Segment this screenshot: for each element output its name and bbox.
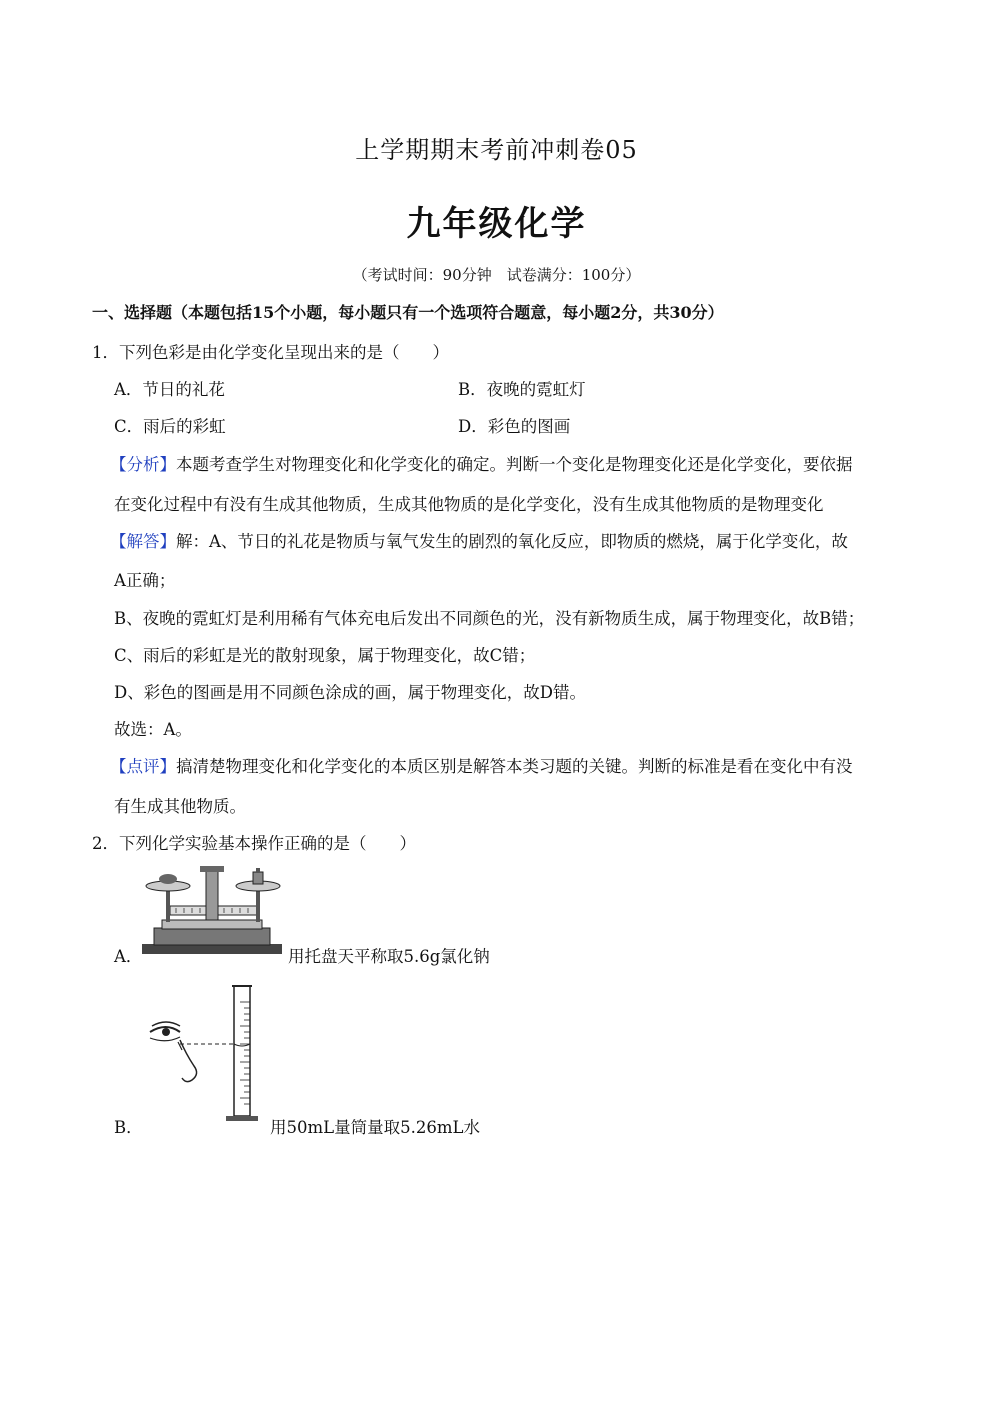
q1-answer-line2: A正确； [114, 571, 176, 590]
q1-analysis-line1: 【分析】本题考查学生对物理变化和化学变化的确定。判断一个变化是物理变化还是化学变化，要依据 [110, 455, 853, 474]
q1-answer-line1: 【解答】解：A、节日的礼花是物质与氧气发生的剧烈的氧化反应，即物质的燃烧，属于化学变化，故 [110, 532, 848, 551]
subject-title: 九年级化学 [406, 204, 587, 244]
q2-option-a-label: A． [114, 947, 143, 966]
comment-tag: 【点评】 [110, 757, 176, 776]
q2-option-b-label: B． [114, 1118, 143, 1137]
balance-scale-image [140, 862, 286, 958]
q1-comment-line1: 【点评】搞清楚物理变化和化学变化的本质区别是解答本类习题的关键。判断的标准是看在变化中有没 [110, 757, 853, 776]
q2-option-b-text: 用50mL量筒量取5.26mL水 [270, 1118, 480, 1137]
q1-option-b: B．夜晚的霓虹灯 [458, 380, 586, 399]
q1-option-d: D．彩色的图画 [458, 417, 571, 436]
analysis-tag: 【分析】 [110, 455, 176, 474]
q1-answer-line3: B、夜晚的霓虹灯是利用稀有气体充电后发出不同颜色的光，没有新物质生成，属于物理变化，故B错； [114, 609, 865, 628]
q1-comment-line2: 有生成其他物质。 [114, 797, 246, 816]
q1-answer-line4: C、雨后的彩虹是光的散射现象，属于物理变化，故C错； [114, 646, 536, 665]
section-heading: 一、选择题（本题包括15个小题，每小题只有一个选项符合题意，每小题2分，共30分） [92, 303, 724, 322]
q1-answer-line6: 故选：A。 [114, 720, 192, 739]
graduated-cylinder-image [140, 982, 270, 1128]
answer-tag: 【解答】 [110, 532, 176, 551]
q1-option-c: C．雨后的彩虹 [114, 417, 226, 436]
exam-info: （考试时间：90分钟 试卷满分：100分） [352, 266, 641, 284]
question-1-stem: 1．下列色彩是由化学变化呈现出来的是（ ） [92, 343, 449, 362]
q1-option-a: A．节日的礼花 [114, 380, 225, 399]
question-2-stem: 2．下列化学实验基本操作正确的是（ ） [92, 834, 416, 853]
q2-option-a-text: 用托盘天平称取5.6g氯化钠 [288, 947, 490, 966]
exam-title: 上学期期末考前冲刺卷05 [355, 136, 638, 164]
q1-answer-line5: D、彩色的图画是用不同颜色涂成的画，属于物理变化，故D错。 [114, 683, 586, 702]
q1-analysis-line2: 在变化过程中有没有生成其他物质，生成其他物质的是化学变化，没有生成其他物质的是物理变化 [114, 495, 824, 514]
